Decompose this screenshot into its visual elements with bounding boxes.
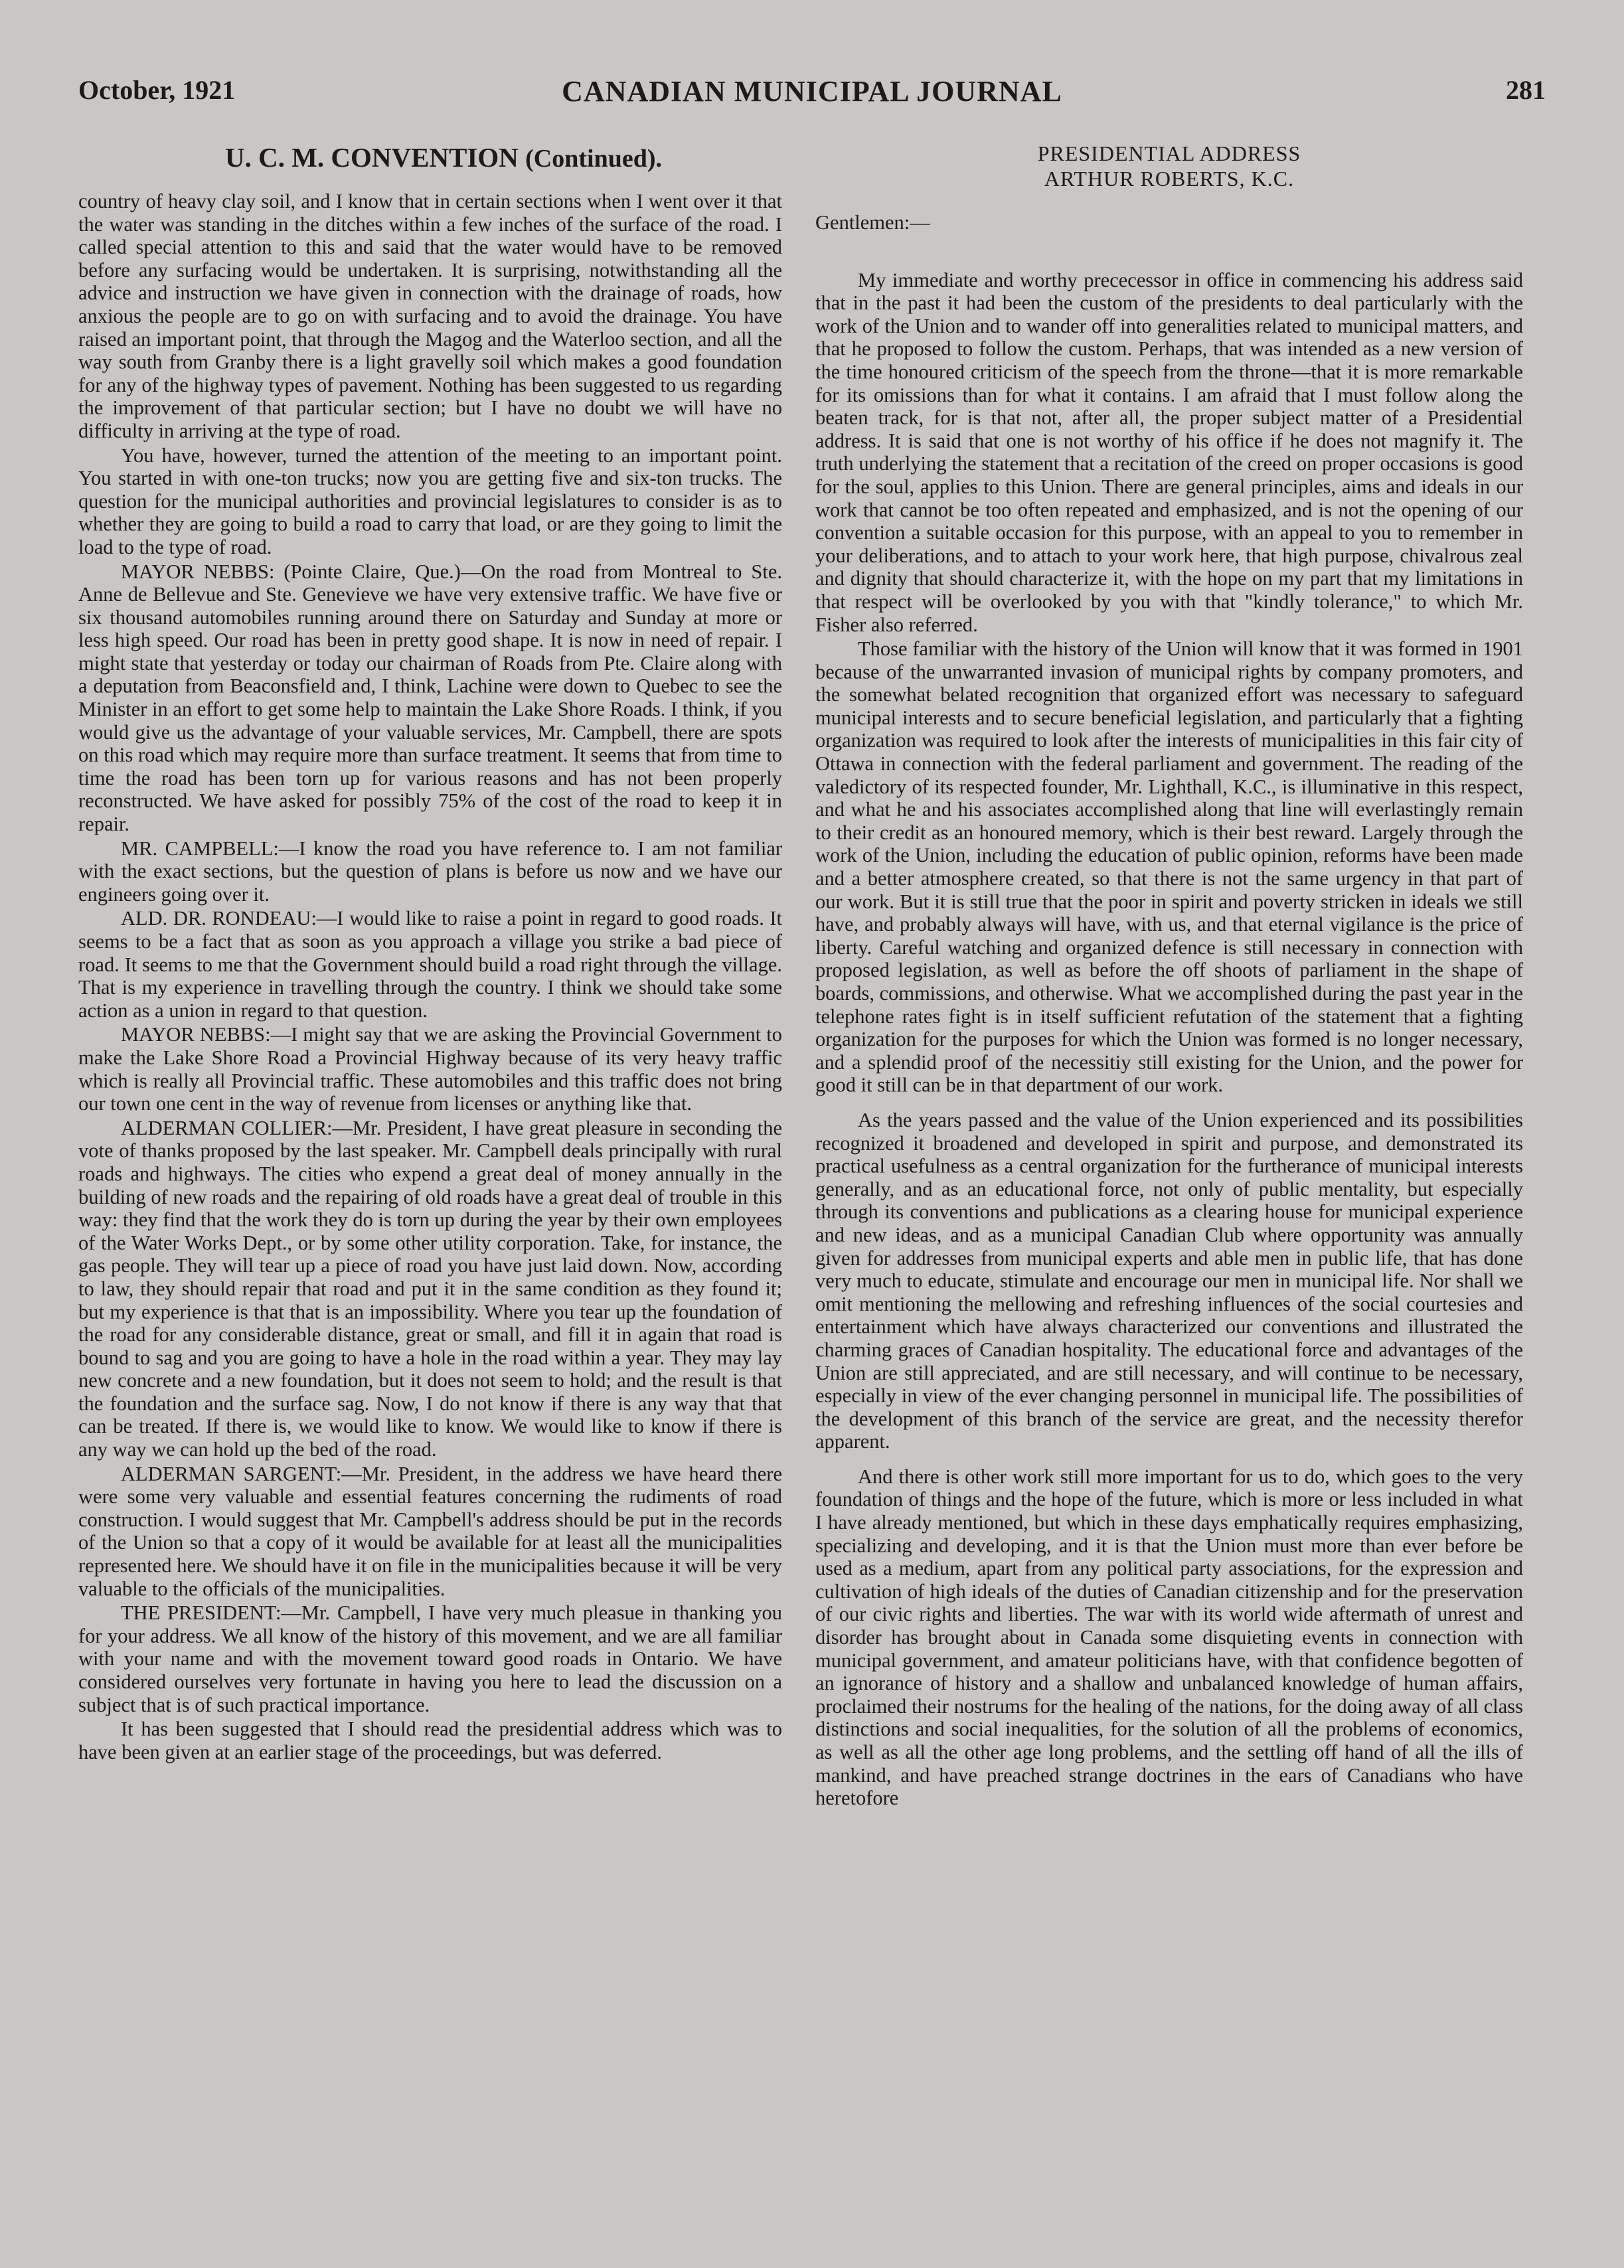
address-heading-author: ARTHUR ROBERTS, K.C.	[1044, 167, 1295, 191]
paragraph: As the years passed and the value of the Union experienced and its possibilities recognized it broadened and developed in spirit and purpose, and demonstrated its practical usefulness as a central organization for the furtherance of municipal interests generally, and as an educational force, not only of public mentality, but especially through its conventions and publications as a clearing house for municipal experience and new ideas, and as a municipal Canadian Club where opportunity was annually given for addresses from municipal experts and able men in public life, that has done very much to educate, stimulate and encourage our men in municipal life. Nor shall we omit mentioning the mellowing and refreshing influences of the social courtesies and entertainment which have always characterized our conventions and illustrated the charming graces of Canadian hospitality. The educational force and advantages of the Union are still appreciated, and are still necessary, and will continue to be necessary, especially in view of the ever changing personnel in municipal life. The possibilities of the development of this branch of the service are great, and the necessity therefor apparent.	[815, 1108, 1523, 1453]
paragraph: MR. CAMPBELL:—I know the road you have reference to. I am not familiar with the exact sections, but the question of plans is before us now and we have our engineers going over it.	[78, 837, 782, 906]
paragraph: MAYOR NEBBS:—I might say that we are asking the Provincial Government to make the Lake Shore Road a Provincial Highway because of its very heavy traffic which is really all Provincial traffic. These automobiles and this traffic does not bring our town one cent in the way of revenue from licenses or anything like that.	[78, 1023, 782, 1115]
address-heading	[815, 141, 1523, 191]
page-number: 281	[1506, 75, 1546, 105]
article-title	[78, 141, 782, 175]
article-title-suffix: (Continued).	[525, 145, 663, 173]
paragraph: ALD. DR. RONDEAU:—I would like to raise a point in regard to good roads. It seems to be a fact that as soon as you approach a village you strike a bad piece of road. It seems to me that the Government should build a road right through the village. That is my experience in travelling through the country. I think we should take some action as a union in regard to that question.	[78, 907, 782, 1022]
salutation: Gentlemen:—	[815, 211, 930, 234]
paragraph: ALDERMAN COLLIER:—Mr. President, I have great pleasure in seconding the vote of thanks proposed by the last speaker. Mr. Campbell deals principally with rural roads and highways. The cities who expend a great deal of money annually in the building of new roads and the repairing of old roads have a great deal of trouble in this way: they find that the work they do is torn up during the year by their own employees of the Water Works Dept., or by some other utility corporation. Take, for instance, the gas people. They will tear up a piece of road you have just laid down. Now, according to law, they should repair that road and put it in the same condition as they found it; but my experience is that that is an impossibility. Where you tear up the foundation of the road for any considerable distance, great or small, and fill it in again that road is bound to sag and you are going to have a hole in the road within a year. They may lay new concrete and a new foundation, but it does not seem to hold; and the result is that the foundation and the surface sag. Now, I do not know if there is any way that that can be treated. If there is, we would like to know. We would like to know if there is any way we can hold up the bed of the road.	[78, 1116, 782, 1461]
page-header	[78, 74, 1546, 121]
paragraph: My immediate and worthy prececessor in office in commencing his address said that in the past it had been the custom of the presidents to deal particularly with the work of the Union and to wander off into generalities related to municipal matters, and that he proposed to follow the custom. Perhaps, that was intended as a new version of the time honoured criticism of the speech from the throne—that it is more remarkable for its omissions than for what it contains. I am afraid that I must follow along the beaten track, for is that not, after all, the proper subject matter of a Presidential address. It is said that one is not worthy of his office if he does not magnify it. The truth underlying the statement that a recitation of the creed on proper occasions is good for the soul, applies to this Union. There are general principles, aims and ideals in our work that cannot be too often repeated and emphasized, and is not the opening of our convention a suitable occasion for this purpose, with an appeal to you to remember in your deliberations, and to attach to your work here, that high purpose, chivalrous zeal and dignity that should characterize it, with the hope on my part that my limitations in that respect will be overlooked by you with that "kindly tolerance," to which Mr. Fisher also referred.	[815, 268, 1523, 636]
paragraph: You have, however, turned the attention of the meeting to an important point. You started in with one-ton trucks; now you are getting five and six-ton trucks. The question for the municipal authorities and provincial legislatures to consider is as to whether they are going to build a road to carry that load, or are they going to limit the load to the type of road.	[78, 444, 782, 558]
paragraph: It has been suggested that I should read the presidential address which was to have been given at an earlier stage of the proceedings, but was deferred.	[78, 1718, 782, 1763]
article-title-main: U. C. M. CONVENTION	[224, 142, 519, 173]
issue-date: October, 1921	[78, 75, 236, 105]
journal-title: CANADIAN MUNICIPAL JOURNAL	[562, 75, 1062, 108]
right-column	[815, 141, 1523, 1810]
address-heading-title: PRESIDENTIAL ADDRESS	[1037, 141, 1301, 165]
left-column	[78, 141, 782, 1763]
paragraph: And there is other work still more important for us to do, which goes to the very foundation of things and the hope of the future, which is more or less included in what I have already mentioned, but which in these days emphatically requires emphasizing, specializing and developing, and it is that the Union must more than ever before be used as a medium, apart from any political party associations, for the expression and cultivation of high ideals of the duties of Canadian citizenship and for the preservation of our civic rights and liberties. The war with its world wide aftermath of unrest and disorder has brought about in Canada some disquieting events in connection with municipal government, and amateur politicians have, with that confidence begotten of an ignorance of history and a shallow and unbalanced knowledge of human affairs, proclaimed their nostrums for the healing of the nations, for the doing away of all class distinctions and social inequalities, for the solution of all the problems of economics, as well as all the other age long problems, and the settling off hand of all the ills of mankind, and have preached strange doctrines in the ears of Canadians who have heretofore	[815, 1465, 1523, 1810]
paragraph: ALDERMAN SARGENT:—Mr. President, in the address we have heard there were some very valuable and essential features concerning the rudiments of road construction. I would suggest that Mr. Campbell's address should be put in the records of the Union so that a copy of it would be available for at least all the municipalities represented here. We should have it on file in the municipalities because it will be very valuable to the officials of the municipalities.	[78, 1462, 782, 1600]
paragraph: MAYOR NEBBS: (Pointe Claire, Que.)—On the road from Montreal to Ste. Anne de Bellevue and Ste. Genevieve we have very extensive traffic. We have five or six thousand automobiles running around there on Saturday and Sunday at more or less high speed. Our road has been in pretty good shape. It is now in need of repair. I might state that yesterday or today our chairman of Roads from Pte. Claire along with a deputation from Beaconsfield and, I think, Lachine were down to Quebec to see the Minister in an effort to get some help to maintain the Lake Shore Roads. I think, if you would give us the advantage of your valuable services, Mr. Campbell, there are spots on this road which may require more than surface treatment. It seems that from time to time the road has been torn up for various reasons and has not been properly reconstructed. We have asked for possibly 75% of the cost of the road to keep it in repair.	[78, 560, 782, 836]
paragraph: THE PRESIDENT:—Mr. Campbell, I have very much pleasue in thanking you for your address. We all know of the history of this movement, and we are all familiar with your name and with the movement toward good roads in Ontario. We have considered ourselves very fortunate in having you here to lead the discussion on a subject that is of such practical importance.	[78, 1601, 782, 1716]
paragraph: Those familiar with the history of the Union will know that it was formed in 1901 because of the unwarranted invasion of municipal rights by company promoters, and the somewhat belated recognition that organized effort was necessary to safeguard municipal interests and to secure beneficial legislation, and particularly that a fighting organization was required to look after the interests of municipalities in this fair city of Ottawa in connection with the federal parliament and government. The reading of the valedictory of its respected founder, Mr. Lighthall, K.C., is illuminative in this respect, and what he and his associates accomplished along that line will everlastingly remain to their credit as an honoured memory, which is their best reward. Largely through the work of the Union, including the education of public opinion, reforms have been made and a better atmosphere created, so that there is not the same urgency in that part of our work. But it is still true that the poor in spirit and poverty stricken in ideals we still have, and probably always will have, with us, and that eternal vigilance is the price of liberty. Careful watching and organized defence is still necessary in connection with proposed legislation, as well as before the off shoots of parliament in the shape of boards, commissions, and otherwise. What we accomplished during the past year in the telephone rates fight is in itself sufficient refutation of the statement that a fighting organization for the purposes for which the Union was formed is no longer necessary, and a splendid proof of the necessitiy still existing for the Union, and the power for good it still can be in that department of our work.	[815, 637, 1523, 1097]
paragraph: country of heavy clay soil, and I know that in certain sections when I went over it that the water was standing in the ditches within a few inches of the surface of the road. I called special attention to this and said that the water would have to be removed before any surfacing would be undertaken. It is surprising, notwithstanding all the advice and instruction we have given in connection with the drainage of roads, how anxious the people are to go on with surfacing and to avoid the drainage. You have raised an important point, that through the Magog and the Waterloo section, and all the way south from Granby there is a light gravelly soil which makes a good foundation for any of the highway types of pavement. Nothing has been suggested to us regarding the improvement of that particular section; but I have no doubt we will have no difficulty in arriving at the type of road.	[78, 190, 782, 442]
